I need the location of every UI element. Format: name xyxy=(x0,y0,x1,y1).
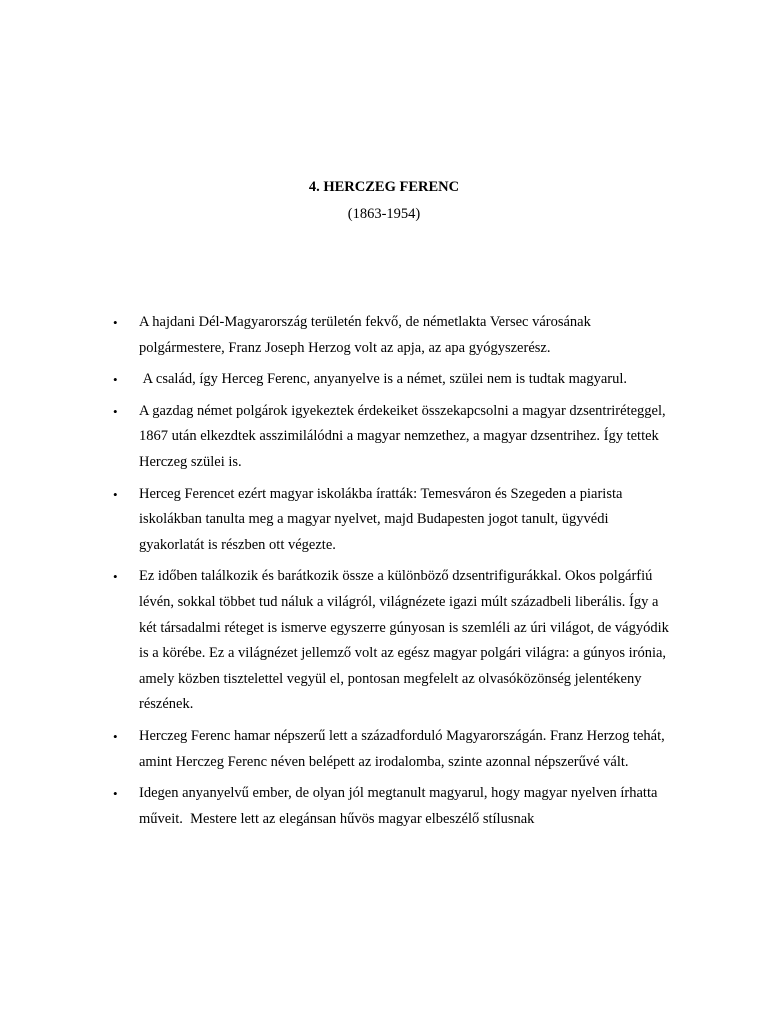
paragraph-text: Ez időben találkozik és barátkozik össze a különböző dzsentrifigurákkal. Okos polgárfiú lévén, sokkal többet tud náluk a világról, világnézete igazi múlt századbeli liberális. Így a két társadalmi réteget is ismerve egyszerre gúnyosan is szemléli az úri világot, de vágyódik is a körébe. Ez a világnézet jellemző volt az egész magyar polgári világra: a gúnyos irónia, amely közben tisztelettel vegyül el, pontosan megfelelt az olvasóközönség jelentékeny részének. xyxy=(139,568,669,713)
bullet-icon: • xyxy=(113,728,118,744)
paragraph-text: Idegen anyanyelvű ember, de olyan jól megtanult magyarul, hogy magyar nyelven írhatta műveit. Mestere lett az elegánsan hűvös magyar elbeszélő stílusnak xyxy=(139,785,662,827)
bullet-icon: • xyxy=(113,372,118,388)
paragraph-text: Herczeg Ferenc hamar népszerű lett a századforduló Magyarországán. Franz Herzog tehát, amint Herczeg Ferenc néven belépett az irodalomba, szinte azonnal népszerűvé vált. xyxy=(139,727,665,770)
list-item xyxy=(110,310,675,361)
paragraph-text: A hajdani Dél-Magyarország területén fekvő, de németlakta Versec városának polgármestere, Franz Joseph Herzog volt az apja, az apa gyógyszerész. xyxy=(139,314,591,356)
bullet-icon: • xyxy=(113,569,118,585)
paragraph-text: A gazdag német polgárok igyekeztek érdekeiket összekapcsolni a magyar dzsentriréteggel, 1867 után elkezdtek asszimilálódni a magyar nemzethez, a magyar dzsentrihez. Így tettek Herczeg szülei is. xyxy=(139,402,666,470)
list-item xyxy=(110,564,675,718)
paragraph-text: Herceg Ferencet ezért magyar iskolákba íratták: Temesváron és Szegeden a piarista iskolákban tanulta meg a magyar nyelvet, majd Budapesten jogot tanult, ügyvédi gyakorlatát is részben ott végezte. xyxy=(139,485,623,553)
list-item xyxy=(110,724,675,775)
bullet-list xyxy=(110,310,675,838)
bullet-icon: • xyxy=(113,315,118,330)
document-title: 4. HERCZEG FERENC xyxy=(308,179,460,195)
paragraph-text: A család, így Herceg Ferenc, anyanyelve is a német, szülei nem is tudtak magyarul. xyxy=(139,371,628,388)
bullet-icon: • xyxy=(113,786,118,802)
list-item xyxy=(110,367,675,393)
list-item xyxy=(110,482,675,559)
document-subtitle: (1863-1954) xyxy=(347,206,421,222)
list-item xyxy=(110,399,675,476)
bullet-icon: • xyxy=(113,403,118,419)
bullet-icon: • xyxy=(113,486,118,502)
list-item xyxy=(110,781,675,832)
